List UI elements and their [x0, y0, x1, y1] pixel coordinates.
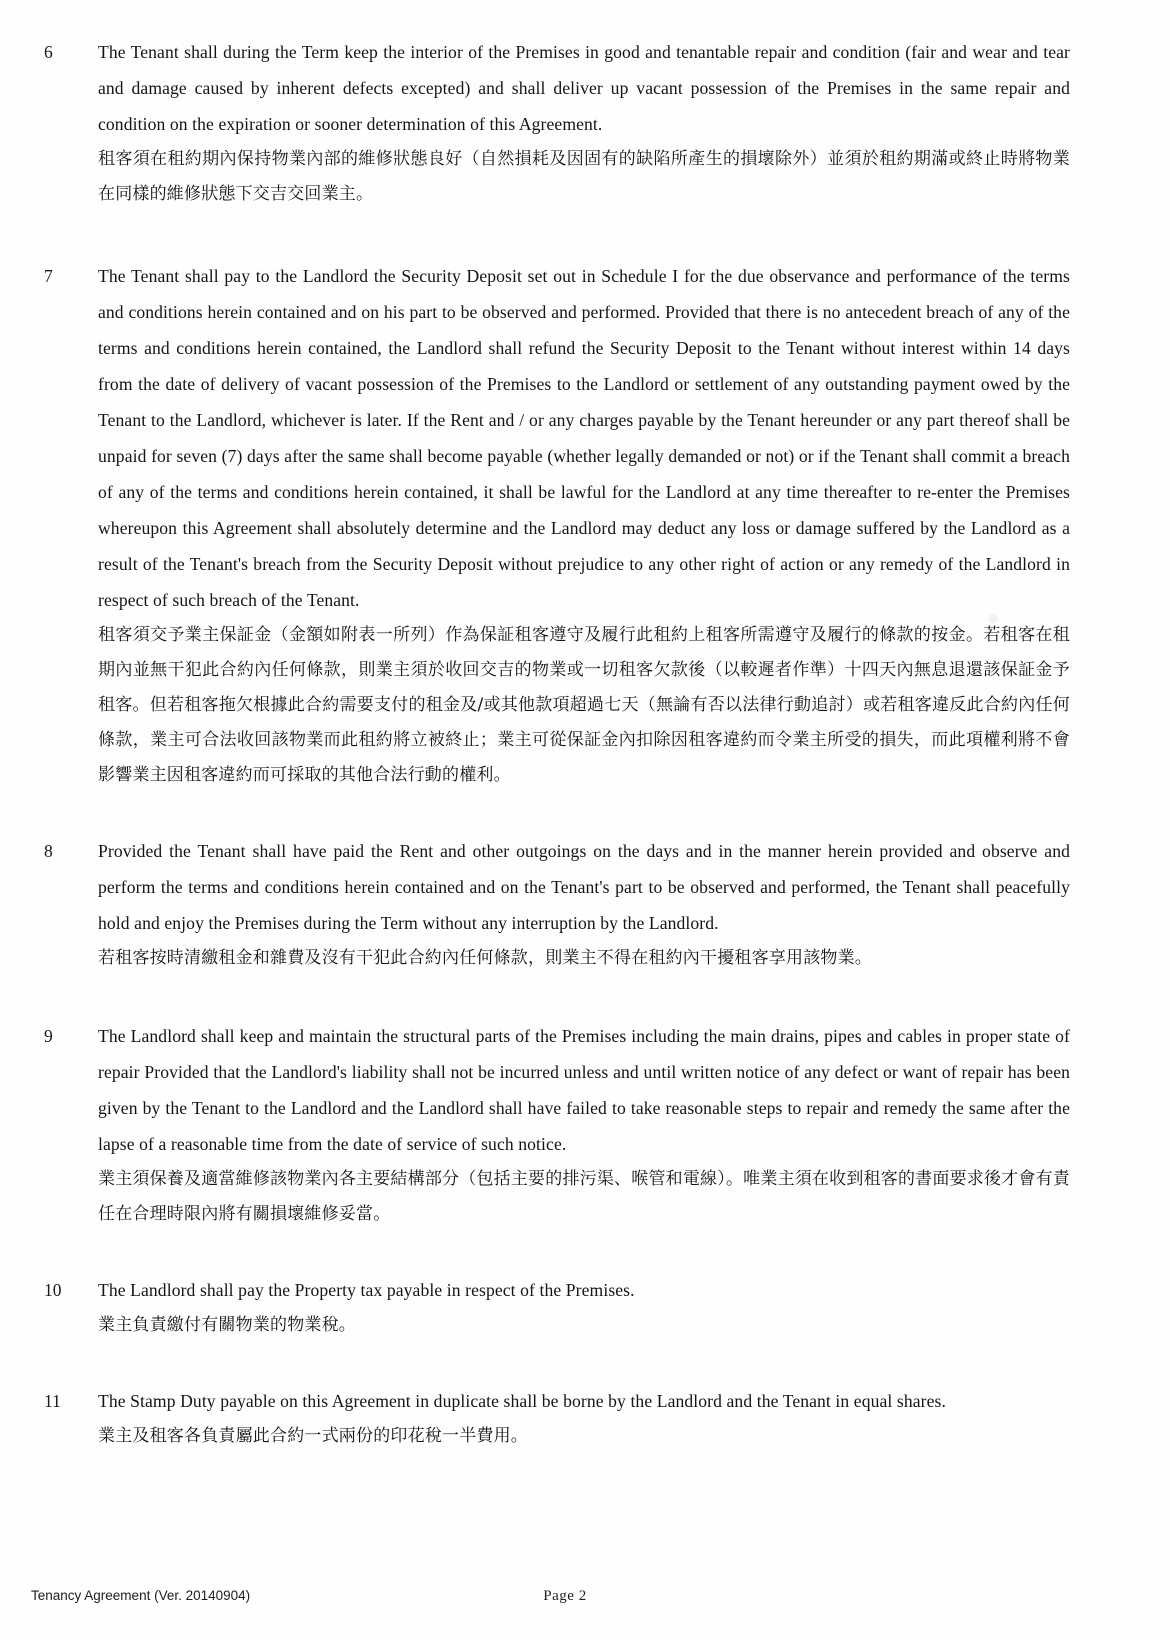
- clause-text-en: The Landlord shall keep and maintain the structural parts of the Premises including the main drains, pipes and cables in proper state of repair Provided that the Landlord's liability shall not be incurred unless and until written notice of any defect or want of repair has been given by the Tenant to the Landlord and the Landlord shall have failed to take reasonable steps to repair and remedy the same after the lapse of a reasonable time from the date of service of such notice.: [98, 1026, 1070, 1154]
- clause-item: [40, 1383, 1070, 1454]
- footer-version-label: Tenancy Agreement (Ver. 20140904): [31, 1588, 251, 1603]
- clause-text-zh: 業主須保養及適當維修該物業內各主要結構部分（包括主要的排污渠、喉管和電線）。唯業主須在收到租客的書面要求後才會有責任在合理時限內將有關損壞維修妥當。: [98, 1169, 1070, 1224]
- clause-number: 6: [44, 42, 53, 62]
- clause-list: [40, 34, 1070, 1482]
- clause-text-en: The Stamp Duty payable on this Agreement in duplicate shall be borne by the Landlord and the Tenant in equal shares.: [98, 1391, 946, 1411]
- clause-body: [98, 1272, 1070, 1343]
- clause-number: 8: [44, 841, 53, 861]
- clause-item: [40, 34, 1070, 212]
- clause-number: 7: [44, 266, 53, 286]
- clause-body: [98, 833, 1070, 976]
- clause-text-zh: 若租客按時清繳租金和雜費及沒有干犯此合約內任何條款，則業主不得在租約內干擾租客享用該物業。: [98, 948, 872, 968]
- clause-text-en: Provided the Tenant shall have paid the Rent and other outgoings on the days and in the manner herein provided and observe and perform the terms and conditions herein contained and on the Tenant's part to be observed and performed, the Tenant shall peacefully hold and enjoy the Premises during the Term without any interruption by the Landlord.: [98, 841, 1070, 933]
- clause-text-zh: 業主負責繳付有關物業的物業稅。: [98, 1315, 356, 1335]
- clause-text-en: The Landlord shall pay the Property tax payable in respect of the Premises.: [98, 1280, 635, 1300]
- clause-number: 9: [44, 1026, 53, 1046]
- footer-page-number: Page 2: [543, 1588, 587, 1604]
- page-smudge: [988, 614, 998, 624]
- clause-text-en: The Tenant shall during the Term keep the interior of the Premises in good and tenantable repair and condition (fair and wear and tear and damage caused by inherent defects excepted) and shall deliver up vacant possession of the Premises in the same repair and condition on the expiration or sooner determination of this Agreement.: [98, 42, 1070, 134]
- clause-text-zh: 租客須在租約期內保持物業內部的維修狀態良好（自然損耗及因固有的缺陷所產生的損壞除外）並須於租約期滿或終止時將物業在同樣的維修狀態下交吉交回業主。: [98, 149, 1070, 204]
- clause-item: [40, 1272, 1070, 1343]
- clause-body: [98, 258, 1070, 793]
- clause-text-zh: 租客須交予業主保証金（金額如附表一所列）作為保証租客遵守及履行此租約上租客所需遵守及履行的條款的按金。若租客在租期內並無干犯此合約內任何條款，則業主須於收回交吉的物業或一切租客欠款後（以較遲者作準）十四天內無息退還該保証金予租客。但若租客拖欠根據此合約需要支付的租金及/或其他款項超過七天（無論有否以法律行動追討）或若租客違反此合約內任何條款，業主可合法收回該物業而此租約將立被終止；業主可從保証金內扣除因租客違約而令業主所受的損失，而此項權利將不會影響業主因租客違約而可採取的其他合法行動的權利。: [98, 625, 1070, 785]
- clause-text-zh: 業主及租客各負責屬此合約一式兩份的印花稅一半費用。: [98, 1426, 528, 1446]
- clause-item: [40, 833, 1070, 976]
- clause-text-en: The Tenant shall pay to the Landlord the Security Deposit set out in Schedule I for the due observance and performance of the terms and conditions herein contained and on his part to be observed and performed. Provided that there is no antecedent breach of any of the terms and conditions herein contained, the Landlord shall refund the Security Deposit to the Tenant without interest within 14 days from the date of delivery of vacant possession of the Premises to the Landlord or settlement of any outstanding payment owed by the Tenant to the Landlord, whichever is later. If the Rent and / or any charges payable by the Tenant hereunder or any part thereof shall be unpaid for seven (7) days after the same shall become payable (whether legally demanded or not) or if the Tenant shall commit a breach of any of the terms and conditions herein contained, it shall be lawful for the Landlord at any time thereafter to re-enter the Premises whereupon this Agreement shall absolutely determine and the Landlord may deduct any loss or damage suffered by the Landlord as a result of the Tenant's breach from the Security Deposit without prejudice to any other right of action or any remedy of the Landlord in respect of such breach of the Tenant.: [98, 266, 1070, 610]
- clause-item: [40, 1018, 1070, 1232]
- clause-item: [40, 258, 1070, 793]
- clause-number: 11: [44, 1391, 61, 1411]
- clause-number: 10: [44, 1280, 62, 1300]
- page-footer: [0, 1588, 1170, 1612]
- clause-body: [98, 1383, 1070, 1454]
- clause-body: [98, 1018, 1070, 1232]
- clause-body: [98, 34, 1070, 212]
